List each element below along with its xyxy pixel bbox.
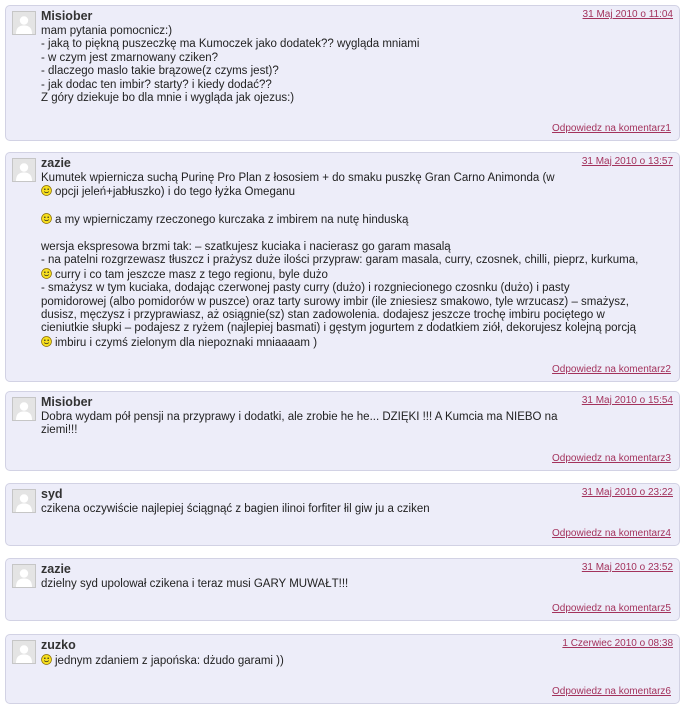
comment-line bbox=[41, 172, 671, 185]
comment-line-text: - w czym jest zmarnowany cziken? bbox=[41, 51, 219, 64]
comment-line bbox=[41, 185, 671, 199]
comment-line-text: a my wpierniczamy rzeczonego kurczaka z imbirem na nutę hinduską bbox=[55, 214, 409, 227]
comment-date-link[interactable]: 31 Maj 2010 o 15:54 bbox=[581, 395, 673, 406]
avatar-placeholder-icon bbox=[13, 159, 35, 181]
comment-date-link[interactable]: 31 Maj 2010 o 11:04 bbox=[582, 9, 673, 20]
comment-line-text: - na patelni rozgrzewasz tłuszcz i prażysz duże ilości przypraw: garam masala, curry, czosnek, chilli, pieprz, kurkuma, bbox=[41, 254, 639, 267]
comment-line bbox=[41, 336, 671, 350]
comment-line bbox=[41, 654, 671, 668]
comment-line bbox=[41, 322, 671, 335]
comment-body bbox=[41, 411, 671, 438]
avatar bbox=[12, 564, 36, 588]
reply-link[interactable]: Odpowiedz na komentarz3 bbox=[552, 453, 671, 464]
comment-line bbox=[41, 254, 671, 267]
reply-link[interactable]: Odpowiedz na komentarz4 bbox=[552, 528, 671, 539]
comment-line-text: curry i co tam jeszcze masz z tego regionu, byle dużo bbox=[55, 268, 328, 281]
comment-line bbox=[41, 296, 671, 309]
reply-link[interactable]: Odpowiedz na komentarz2 bbox=[552, 364, 671, 375]
reply-link[interactable]: Odpowiedz na komentarz5 bbox=[552, 603, 671, 614]
comment-line bbox=[41, 52, 671, 65]
comment-line-text: ziemi!!! bbox=[41, 424, 78, 437]
avatar-placeholder-icon bbox=[13, 12, 35, 34]
comment bbox=[5, 152, 680, 382]
reply-link[interactable]: Odpowiedz na komentarz6 bbox=[552, 686, 671, 697]
comment-line-text: dusisz, męczysz i przyprawiasz, aż osiągnie(sz) stan zadowolenia. dodajesz jeszcze trochę imbiru pociętego w bbox=[41, 309, 605, 322]
comment-body bbox=[41, 172, 671, 350]
blank-line bbox=[41, 200, 671, 213]
comment-line-text: Z góry dziekuje bo dla mnie i wygląda jak ojezus:) bbox=[41, 92, 295, 105]
comment-line-text: cieniutkie słupki – podajesz z ryżem (najlepiej basmati) i gęstym jogurtem z dodatkiem ziół, dekorujesz kolejną porcją bbox=[41, 322, 637, 335]
avatar-placeholder-icon bbox=[13, 490, 35, 512]
comment-line-text: - jaką to piękną puszeczkę ma Kumoczek jako dodatek?? wygląda mniami bbox=[41, 38, 420, 51]
comment-line-text: Kumutek wpiernicza suchą Purinę Pro Plan z łososiem + do smaku puszkę Gran Carno Animonda (w bbox=[41, 172, 555, 184]
comment-body bbox=[41, 654, 671, 668]
smiley-icon bbox=[41, 654, 52, 665]
avatar bbox=[12, 158, 36, 182]
comment-author: Misiober bbox=[41, 395, 93, 409]
comment-body bbox=[41, 503, 671, 516]
smiley-icon bbox=[41, 213, 52, 224]
comment bbox=[5, 391, 680, 471]
avatar bbox=[12, 489, 36, 513]
comment-line bbox=[41, 65, 671, 78]
smiley-icon bbox=[41, 185, 52, 196]
comment-line-text: opcji jeleń+jabłuszko) i do tego łyżka Omeganu bbox=[55, 186, 296, 199]
comment bbox=[5, 558, 680, 621]
avatar bbox=[12, 11, 36, 35]
comment-author: zazie bbox=[41, 156, 71, 170]
avatar bbox=[12, 640, 36, 664]
comment bbox=[5, 634, 680, 704]
avatar-placeholder-icon bbox=[13, 398, 35, 420]
comment-line bbox=[41, 424, 671, 437]
comment-line-text: - smażysz w tym kuciaka, dodając czerwonej pasty curry (dużo) i rozgniecionego czosnku (dużo) i pasty bbox=[41, 282, 570, 295]
smiley-icon bbox=[41, 336, 52, 347]
comment-line-text: imbiru i czymś zielonym dla niepoznaki mniaaaam ) bbox=[55, 336, 318, 349]
comment-line bbox=[41, 79, 671, 92]
comment-line-text: pomidorowej (albo pomidorów w puszce) oraz tarty surowy imbir (ile zniesiesz smakowo, tyle wrzucasz) – smażysz, bbox=[41, 295, 629, 308]
comment bbox=[5, 483, 680, 546]
comment-line-text: mam pytania pomocnicz:) bbox=[41, 25, 173, 37]
comment-date-link[interactable]: 31 Maj 2010 o 13:57 bbox=[581, 156, 673, 167]
comment-author: syd bbox=[41, 487, 63, 501]
comment-line bbox=[41, 503, 671, 516]
comment bbox=[5, 5, 680, 141]
reply-link[interactable]: Odpowiedz na komentarz1 bbox=[552, 123, 671, 134]
comment-line-text: wersja ekspresowa brzmi tak: – szatkujesz kuciaka i nacierasz go garam masalą bbox=[41, 241, 451, 253]
comment-line bbox=[41, 578, 671, 591]
comment-line-text: - jak dodac ten imbir? starty? i kiedy dodać?? bbox=[41, 78, 272, 91]
comment-line bbox=[41, 268, 671, 282]
comment-date-link[interactable]: 1 Czerwiec 2010 o 08:38 bbox=[562, 638, 673, 649]
comment-date-link[interactable]: 31 Maj 2010 o 23:52 bbox=[581, 562, 673, 573]
avatar-placeholder-icon bbox=[13, 565, 35, 587]
comment-line bbox=[41, 282, 671, 295]
comment-line-text: Dobra wydam pół pensji na przyprawy i dodatki, ale zrobie he he... DZIĘKI !!! A Kumcia ma NIEBO na bbox=[41, 411, 558, 423]
comment-line bbox=[41, 213, 671, 227]
smiley-icon bbox=[41, 268, 52, 279]
avatar bbox=[12, 397, 36, 421]
comment-line-text: - dlaczego maslo takie brązowe(z czyms jest)? bbox=[41, 65, 279, 78]
comment-line bbox=[41, 241, 671, 254]
comment-body bbox=[41, 578, 671, 591]
comment-line-text: czikena oczywiście najlepiej ściągnąć z bagien ilinoi forfiter łil giw ju a cziken bbox=[41, 503, 430, 515]
avatar-placeholder-icon bbox=[13, 641, 35, 663]
comment-line bbox=[41, 38, 671, 51]
comment-author: zazie bbox=[41, 562, 71, 576]
comment-line bbox=[41, 411, 671, 424]
comment-date-link[interactable]: 31 Maj 2010 o 23:22 bbox=[581, 487, 673, 498]
comment-line bbox=[41, 309, 671, 322]
comment-author: zuzko bbox=[41, 638, 76, 652]
comment-author: Misiober bbox=[41, 9, 93, 23]
comment-line bbox=[41, 92, 671, 105]
comment-line-text: dzielny syd upolował czikena i teraz musi GARY MUWAŁT!!! bbox=[41, 578, 349, 590]
comment-body bbox=[41, 25, 671, 105]
comment-line bbox=[41, 25, 671, 38]
blank-line bbox=[41, 228, 671, 241]
comment-line-text: jednym zdaniem z japońska: dżudo garami )) bbox=[55, 655, 284, 667]
